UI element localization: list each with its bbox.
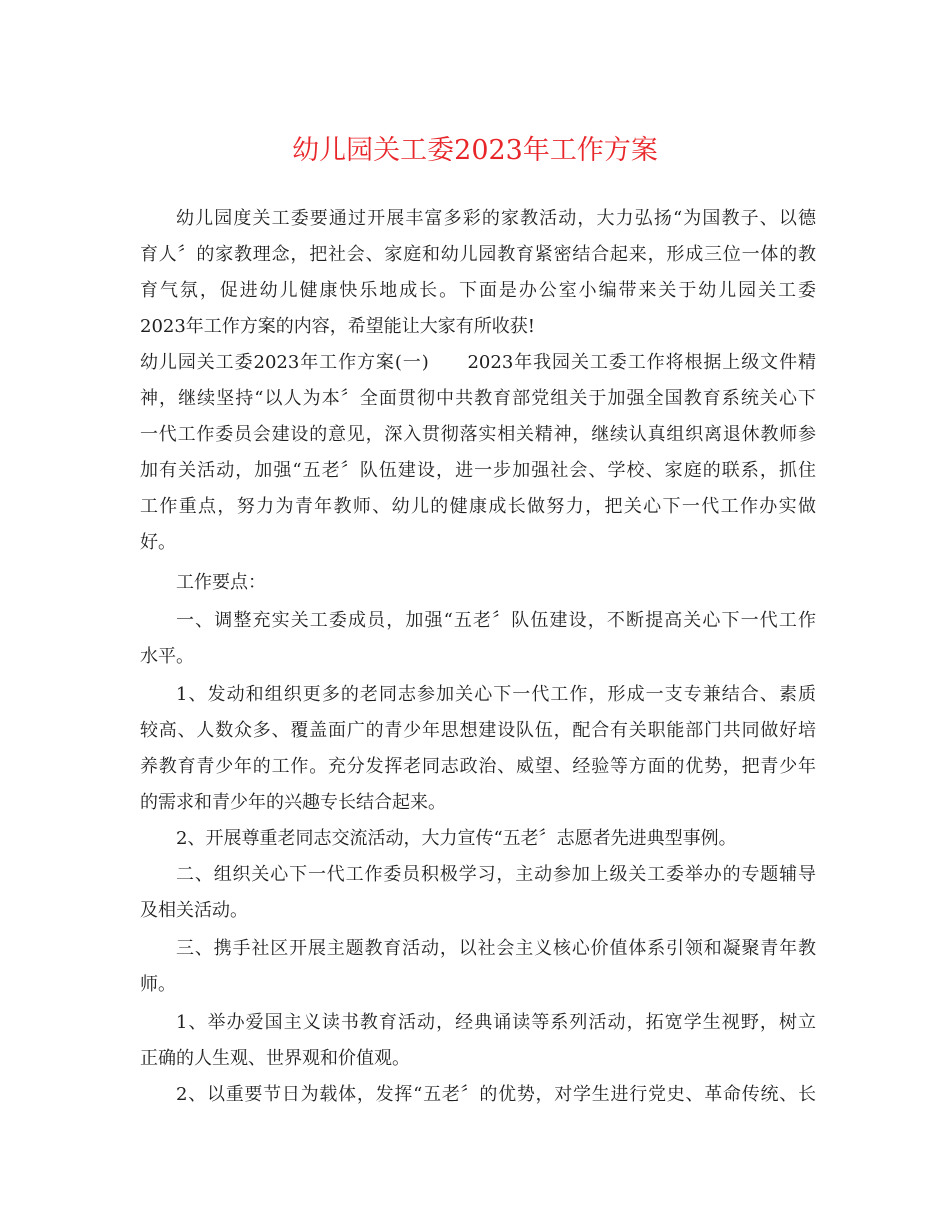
body-line: 加有关活动，加强“五老〞队伍建设，进一步加强社会、学校、家庭的联系，抓住 bbox=[140, 460, 816, 481]
body-line: 一代工作委员会建设的意见，深入贯彻落实相关精神，继续认真组织离退休教师参 bbox=[140, 424, 816, 445]
body-line: 水平。 bbox=[140, 646, 194, 667]
body-line: 1、举办爱国主义读书教育活动，经典诵读等系列活动，拓宽学生视野，树立 bbox=[176, 1012, 816, 1033]
body-line: 育气氛，促进幼儿健康快乐地成长。下面是办公室小编带来关于幼儿园关工委 bbox=[140, 280, 816, 301]
body-line: 养教育青少年的工作。充分发挥老同志政治、威望、经验等方面的优势，把青少年 bbox=[140, 756, 816, 777]
body-line: 工作要点： bbox=[176, 572, 266, 593]
body-line: 及相关活动。 bbox=[140, 900, 248, 921]
body-line: 正确的人生观、世界观和价值观。 bbox=[140, 1048, 410, 1069]
body-line: 一、调整充实关工委成员，加强“五老〞队伍建设，不断提高关心下一代工作 bbox=[176, 610, 816, 631]
body-line: 2、开展尊重老同志交流活动，大力宣传“五老〞志愿者先进典型事例。 bbox=[176, 828, 737, 849]
body-line: 2023年工作方案的内容，希望能让大家有所收获! bbox=[140, 316, 536, 337]
body-line: 较高、人数众多、覆盖面广的青少年思想建设队伍，配合有关职能部门共同做好培 bbox=[140, 720, 816, 741]
body-line: 幼儿园关工委2023年工作方案(一) 2023年我园关工委工作将根据上级文件精 bbox=[140, 352, 816, 373]
body-line: 师。 bbox=[140, 974, 176, 995]
body-line: 三、携手社区开展主题教育活动，以社会主义核心价值体系引领和凝聚青年教 bbox=[176, 938, 816, 959]
body-line: 1、发动和组织更多的老同志参加关心下一代工作，形成一支专兼结合、素质 bbox=[176, 684, 816, 705]
body-line: 育人〞的家教理念，把社会、家庭和幼儿园教育紧密结合起来，形成三位一体的教 bbox=[140, 244, 816, 265]
body-line: 2、以重要节日为载体，发挥“五老〞的优势，对学生进行党史、革命传统、长 bbox=[176, 1084, 816, 1105]
body-line: 神，继续坚持“以人为本〞全面贯彻中共教育部党组关于加强全国教育系统关心下 bbox=[140, 388, 816, 409]
document-title: 幼儿园关工委2023年工作方案 bbox=[292, 135, 658, 166]
body-line: 二、组织关心下一代工作委员积极学习，主动参加上级关工委举办的专题辅导 bbox=[176, 864, 816, 885]
body-line: 工作重点，努力为青年教师、幼儿的健康成长做努力，把关心下一代工作办实做 bbox=[140, 496, 816, 517]
body-line: 好。 bbox=[140, 532, 176, 553]
body-line: 幼儿园度关工委要通过开展丰富多彩的家教活动，大力弘扬“为国教子、以德 bbox=[176, 208, 816, 229]
body-line: 的需求和青少年的兴趣专长结合起来。 bbox=[140, 792, 446, 813]
